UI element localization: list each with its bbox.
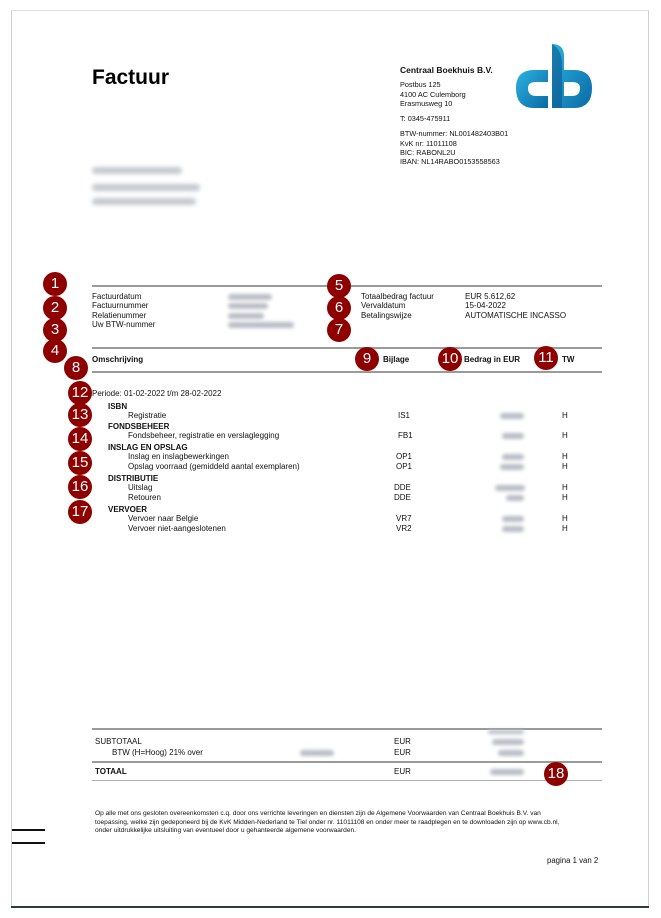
row-desc: Opslag voorraad (gemiddeld aantal exemplaren) bbox=[128, 462, 300, 471]
row-ref: FB1 bbox=[398, 431, 413, 440]
row-desc: Registratie bbox=[128, 411, 167, 420]
row-desc: Retouren bbox=[128, 493, 161, 502]
total-label: TOTAAL bbox=[95, 767, 127, 776]
value-factuurnummer-blurred bbox=[228, 303, 268, 309]
marker-badge: 9 bbox=[355, 347, 379, 371]
marker-badge: 6 bbox=[327, 296, 351, 320]
marker-badge: 3 bbox=[43, 318, 67, 342]
divider-header-bottom bbox=[92, 371, 602, 373]
marker-badge: 4 bbox=[43, 339, 67, 363]
company-btw: BTW-nummer: NL001482403B01 bbox=[400, 129, 509, 139]
row-desc: Uitslag bbox=[128, 483, 153, 492]
marker-badge: 18 bbox=[544, 762, 568, 786]
vat-currency: EUR bbox=[394, 748, 411, 757]
row-vat: H bbox=[562, 452, 568, 461]
margin-mark bbox=[12, 829, 45, 831]
row-amount-blurred bbox=[500, 413, 524, 419]
company-bic: BIC: RABONL2U bbox=[400, 148, 456, 158]
label-factuurdatum: Factuurdatum bbox=[92, 292, 142, 301]
row-amount-blurred bbox=[502, 454, 524, 460]
period-line: Periode: 01-02-2022 t/m 28-02-2022 bbox=[92, 389, 222, 398]
marker-badge: 2 bbox=[43, 296, 67, 320]
marker-badge: 12 bbox=[68, 381, 92, 405]
header-bedrag: Bedrag in EUR bbox=[464, 355, 521, 364]
marker-badge: 7 bbox=[327, 318, 351, 342]
page-bottom-edge bbox=[11, 906, 649, 908]
invoice-title: Factuur bbox=[92, 66, 170, 89]
total-amount-blurred bbox=[490, 769, 524, 775]
group-distributie: DISTRIBUTIE bbox=[108, 474, 159, 483]
row-ref: OP1 bbox=[396, 452, 413, 461]
marker-badge: 1 bbox=[43, 272, 67, 296]
value-betalingswijze: AUTOMATISCHE INCASSO bbox=[465, 311, 567, 320]
label-vervaldatum: Vervaldatum bbox=[361, 301, 406, 310]
footer-terms: Op alle met ons gesloten overeenkomsten c.q. door ons verrichte leveringen en diensten zijn de Algemene Voorwaarden van Centraal Boekhuis B.V. van toepassing, welke zijn gedeponeerd bij de KvK Midden-Nederland te Tiel onder nr. 11011108 en onder meer te raadplegen en te downloaden zijn op www.cb.nl, onder uitdrukkelijke uitsluiting van eventueel door u gehanteerde algemene voorwaarden. bbox=[95, 810, 560, 835]
vat-base-blurred bbox=[300, 750, 334, 756]
row-ref: IS1 bbox=[398, 411, 411, 420]
company-name: Centraal Boekhuis B.V. bbox=[400, 65, 493, 75]
row-ref: VR2 bbox=[396, 524, 412, 533]
value-factuurdatum-blurred bbox=[228, 294, 272, 300]
group-vervoer: VERVOER bbox=[108, 505, 147, 514]
company-iban: IBAN: NL14RABO0153558563 bbox=[400, 157, 500, 167]
company-street: Erasmusweg 10 bbox=[400, 98, 453, 108]
divider-totals-top bbox=[92, 728, 602, 730]
divider-total bbox=[92, 761, 602, 763]
marker-badge: 5 bbox=[327, 274, 351, 298]
row-ref: VR7 bbox=[396, 514, 412, 523]
row-amount-blurred bbox=[502, 433, 524, 439]
row-desc: Fondsbeheer, registratie en verslaglegging bbox=[128, 431, 280, 440]
value-vervaldatum: 15-04-2022 bbox=[465, 301, 506, 310]
divider-bottom bbox=[92, 780, 602, 781]
marker-badge: 17 bbox=[68, 500, 92, 524]
row-vat: H bbox=[562, 524, 568, 533]
row-amount-blurred bbox=[502, 526, 524, 532]
row-vat: H bbox=[562, 462, 568, 471]
header-btw: TW bbox=[562, 355, 575, 364]
subtotal-currency: EUR bbox=[394, 737, 411, 746]
company-logo bbox=[512, 40, 596, 114]
totals-blur-top bbox=[488, 730, 524, 734]
group-isbn: ISBN bbox=[108, 402, 128, 411]
total-currency: EUR bbox=[394, 767, 411, 776]
marker-badge: 8 bbox=[64, 356, 88, 380]
row-amount-blurred bbox=[495, 485, 525, 491]
company-kvk: KvK nr: 11011108 bbox=[400, 138, 457, 148]
label-relatienummer: Relatienummer bbox=[92, 311, 147, 320]
company-city: 4100 AC Culemborg bbox=[400, 89, 466, 99]
header-bijlage: Bijlage bbox=[383, 355, 410, 364]
row-vat: H bbox=[562, 431, 568, 440]
group-fondsbeheer: FONDSBEHEER bbox=[108, 422, 170, 431]
row-vat: H bbox=[562, 411, 568, 420]
label-btw-nummer: Uw BTW-nummer bbox=[92, 320, 156, 329]
row-desc: Vervoer naar Belgie bbox=[128, 514, 199, 523]
marker-badge: 15 bbox=[68, 451, 92, 475]
label-factuurnummer: Factuurnummer bbox=[92, 301, 149, 310]
row-desc: Inslag en inslagbewerkingen bbox=[128, 452, 229, 461]
value-totaalbedrag: EUR 5.612,62 bbox=[465, 292, 516, 301]
company-postbus: Postbus 125 bbox=[400, 80, 441, 90]
margin-mark bbox=[12, 842, 45, 844]
company-block bbox=[400, 66, 508, 167]
value-btw-nummer-blurred bbox=[228, 322, 294, 328]
row-amount-blurred bbox=[502, 516, 524, 522]
marker-badge: 13 bbox=[68, 403, 92, 427]
group-inslag-opslag: INSLAG EN OPSLAG bbox=[108, 443, 188, 452]
row-ref: OP1 bbox=[396, 462, 413, 471]
subtotal-amount-blurred bbox=[492, 739, 524, 745]
marker-badge: 10 bbox=[438, 347, 462, 371]
row-desc: Vervoer niet-aangeslotenen bbox=[128, 524, 226, 533]
divider-header-top bbox=[92, 347, 602, 349]
row-ref: DDE bbox=[394, 493, 411, 502]
marker-badge: 16 bbox=[68, 475, 92, 499]
row-amount-blurred bbox=[500, 464, 524, 470]
label-betalingswijze: Betalingswijze bbox=[361, 311, 412, 320]
vat-amount-blurred bbox=[498, 750, 524, 756]
row-vat: H bbox=[562, 483, 568, 492]
row-vat: H bbox=[562, 493, 568, 502]
marker-badge: 14 bbox=[68, 427, 92, 451]
label-totaalbedrag: Totaalbedrag factuur bbox=[361, 292, 434, 301]
recipient-address-blurred bbox=[92, 167, 200, 212]
page-number: pagina 1 van 2 bbox=[547, 856, 599, 865]
subtotal-label: SUBTOTAAL bbox=[95, 737, 142, 746]
company-phone: T: 0345-475911 bbox=[400, 114, 451, 124]
marker-badge: 11 bbox=[534, 346, 558, 370]
vat-label: BTW (H=Hoog) 21% over bbox=[112, 748, 203, 757]
value-relatienummer-blurred bbox=[228, 313, 264, 319]
row-amount-blurred bbox=[506, 495, 524, 501]
header-omschrijving: Omschrijving bbox=[92, 355, 144, 364]
row-ref: DDE bbox=[394, 483, 411, 492]
row-vat: H bbox=[562, 514, 568, 523]
